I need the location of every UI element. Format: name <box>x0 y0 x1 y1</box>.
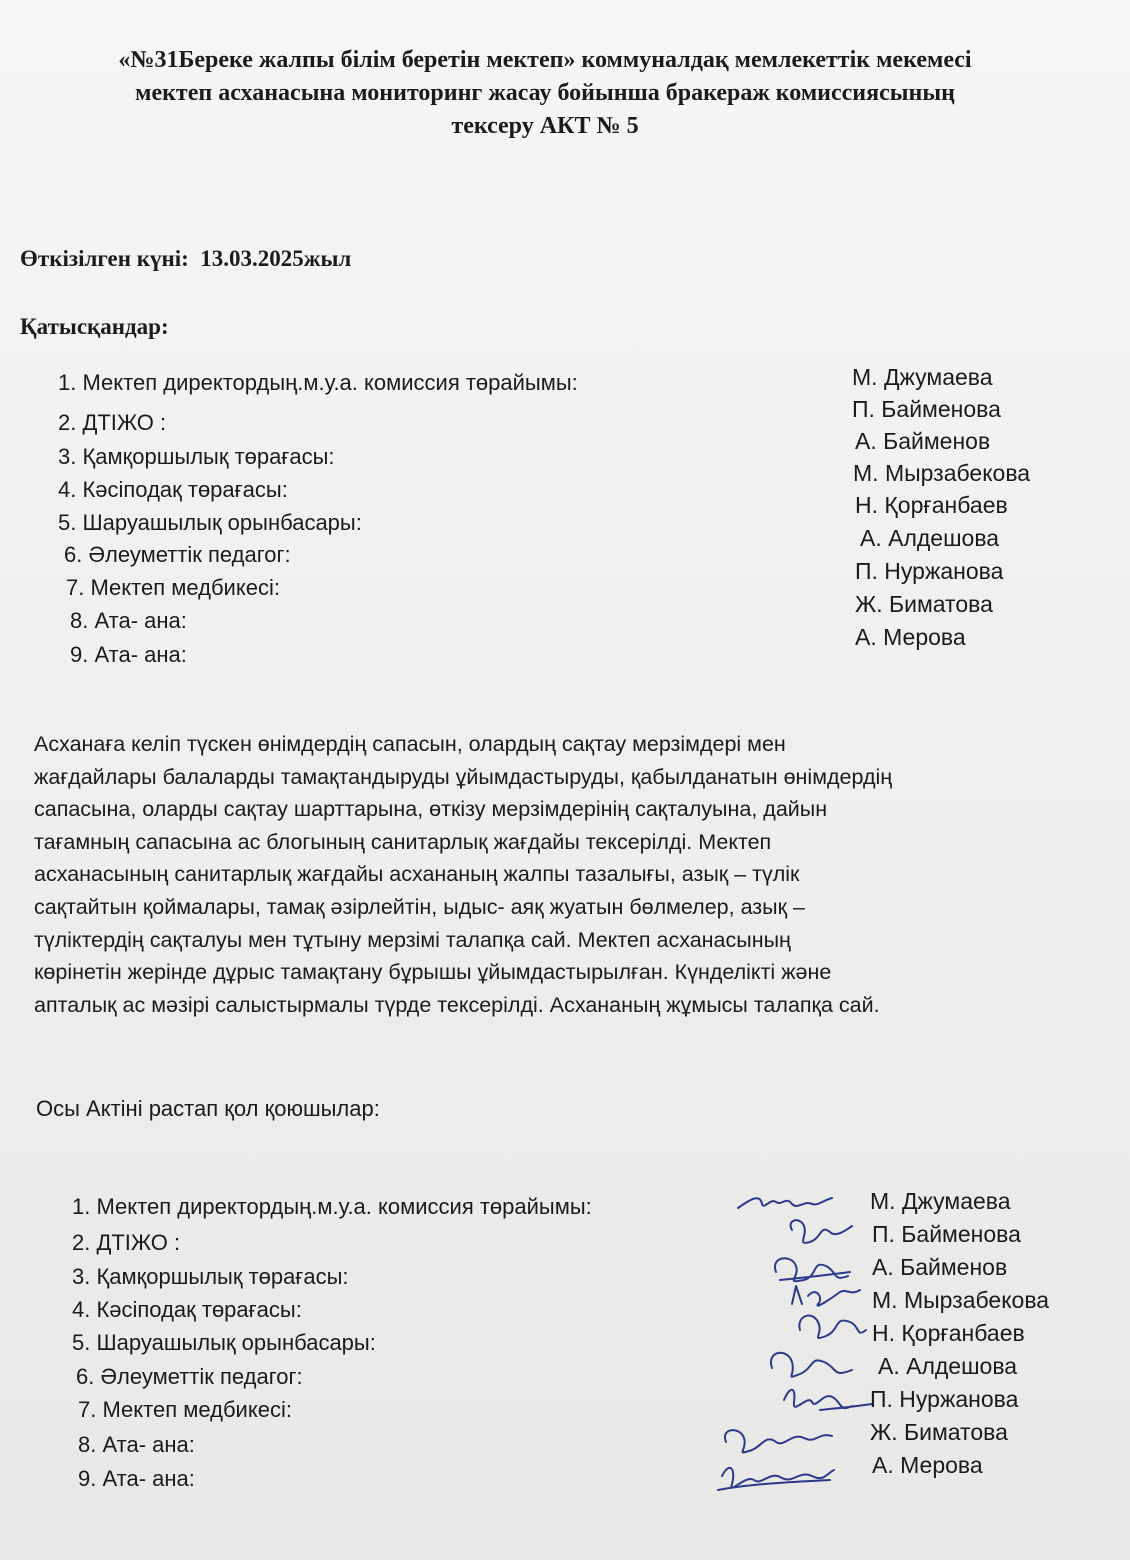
signatory-role: 4. Кәсіподақ төрағасы: <box>72 1297 302 1322</box>
participant-name: А. Мерова <box>855 624 966 650</box>
signature-7 <box>784 1390 872 1410</box>
signatures-heading: Осы Актіні растап қол қоюшылар: <box>36 1096 380 1121</box>
participants-heading: Қатысқандар: <box>20 314 169 339</box>
handwritten-signatures <box>700 1180 880 1520</box>
signatory-name: П. Байменова <box>872 1221 1021 1247</box>
signature-9 <box>718 1468 834 1490</box>
participant-name: Ж. Биматова <box>855 591 993 617</box>
signatory-role: 9. Ата- ана: <box>78 1466 195 1491</box>
signatory-name: А. Байменов <box>872 1254 1008 1280</box>
text-line: тағамның сапасына ас блогының санитарлық жағдайы тексерілді. Мектеп <box>34 829 772 854</box>
signature-scribbles <box>700 1180 880 1520</box>
date-label: Өткізілген күні: <box>20 246 189 271</box>
participant-name: М. Мырзабекова <box>853 460 1031 486</box>
text-line: сақтайтын қоймалары, тамақ әзірлейтін, ыдыс- аяқ жуатын бөлмелер, азық – <box>34 894 805 919</box>
signatory-name: А. Мерова <box>872 1452 983 1478</box>
signatory-role: 6. Әлеуметтік педагог: <box>76 1364 303 1389</box>
signature-6 <box>771 1353 852 1377</box>
participant-role: 1. Мектеп директордың.м.у.а. комиссия төрайымы: <box>58 370 578 395</box>
text-line: асханасының санитарлық жағдайы асхананың жалпы тазалығы, азық – түлік <box>34 862 800 887</box>
signatory-name: А. Алдешова <box>878 1353 1018 1379</box>
signature-1 <box>738 1198 832 1208</box>
participant-role: 9. Ата- ана: <box>70 642 187 667</box>
signatory-role: 3. Қамқоршылық төрағасы: <box>72 1264 349 1289</box>
participant-role: 7. Мектеп медбикесі: <box>66 575 280 600</box>
signatory-role: 5. Шаруашылық орынбасары: <box>72 1330 376 1355</box>
signatory-name: Ж. Биматова <box>870 1419 1008 1445</box>
date-line <box>20 246 351 272</box>
participant-name: П. Нуржанова <box>855 558 1004 584</box>
title-line: тексеру АКТ № 5 <box>451 113 639 139</box>
participant-name: А. Алдешова <box>860 525 1000 551</box>
participant-role: 5. Шаруашылық орынбасары: <box>58 510 362 535</box>
participant-name: Н. Қорғанбаев <box>855 492 1008 518</box>
participant-name: М. Джумаева <box>852 364 993 390</box>
participant-name: П. Байменова <box>852 396 1001 422</box>
participant-role: 6. Әлеуметтік педагог: <box>64 542 291 567</box>
signatory-name: М. Джумаева <box>870 1188 1011 1214</box>
signature-8 <box>725 1430 832 1452</box>
text-line: жағдайлары балаларды тамақтандыруды ұйымдастыруды, қабылданатын өнімдердің <box>34 764 893 789</box>
signature-5 <box>799 1316 866 1338</box>
signatory-name: М. Мырзабекова <box>872 1287 1050 1313</box>
signature-2 <box>791 1220 852 1243</box>
date-value: 13.03.2025жыл <box>200 246 352 271</box>
participant-role: 8. Ата- ана: <box>70 608 187 633</box>
text-line: көрінетін жерінде дұрыс тамақтану бұрышы ұйымдастырылған. Күнделікті және <box>34 960 832 985</box>
document-title <box>20 44 1070 143</box>
participant-role: 4. Кәсіподақ төрағасы: <box>58 477 288 502</box>
signatory-name: П. Нуржанова <box>870 1386 1019 1412</box>
title-line: мектеп асханасына мониторинг жасау бойынша бракераж комиссиясының <box>135 80 955 106</box>
signatory-role: 7. Мектеп медбикесі: <box>78 1397 292 1422</box>
signatory-name: Н. Қорғанбаев <box>872 1320 1025 1346</box>
signature-3 <box>775 1258 850 1281</box>
signatory-role: 1. Мектеп директордың.м.у.а. комиссия төрайымы: <box>72 1194 592 1219</box>
text-line: түліктердің сақталуы мен тұтыну мерзімі талапқа сай. Мектеп асханасының <box>34 927 791 952</box>
text-line: апталық ас мәзірі салыстырмалы түрде тексерілді. Асхананың жұмысы талапқа сай. <box>34 992 880 1017</box>
title-line: «№31Береке жалпы білім беретін мектеп» коммуналдақ мемлекеттік мекемесі <box>118 47 972 73</box>
signature-4 <box>792 1286 860 1306</box>
text-line: сапасына, оларды сақтау шарттарына, өткізу мерзімдерінің сақталуына, дайын <box>34 797 828 822</box>
signatory-role: 8. Ата- ана: <box>78 1432 195 1457</box>
participant-role: 2. ДТІЖО : <box>58 410 167 435</box>
text-line: Асханаға келіп түскен өнімдердің сапасын, олардың сақтау мерзімдері мен <box>34 732 786 756</box>
participant-name: А. Байменов <box>855 428 991 454</box>
inspection-text <box>34 728 1094 1021</box>
signatory-role: 2. ДТІЖО : <box>72 1230 181 1255</box>
participant-role: 3. Қамқоршылық төрағасы: <box>58 444 335 469</box>
